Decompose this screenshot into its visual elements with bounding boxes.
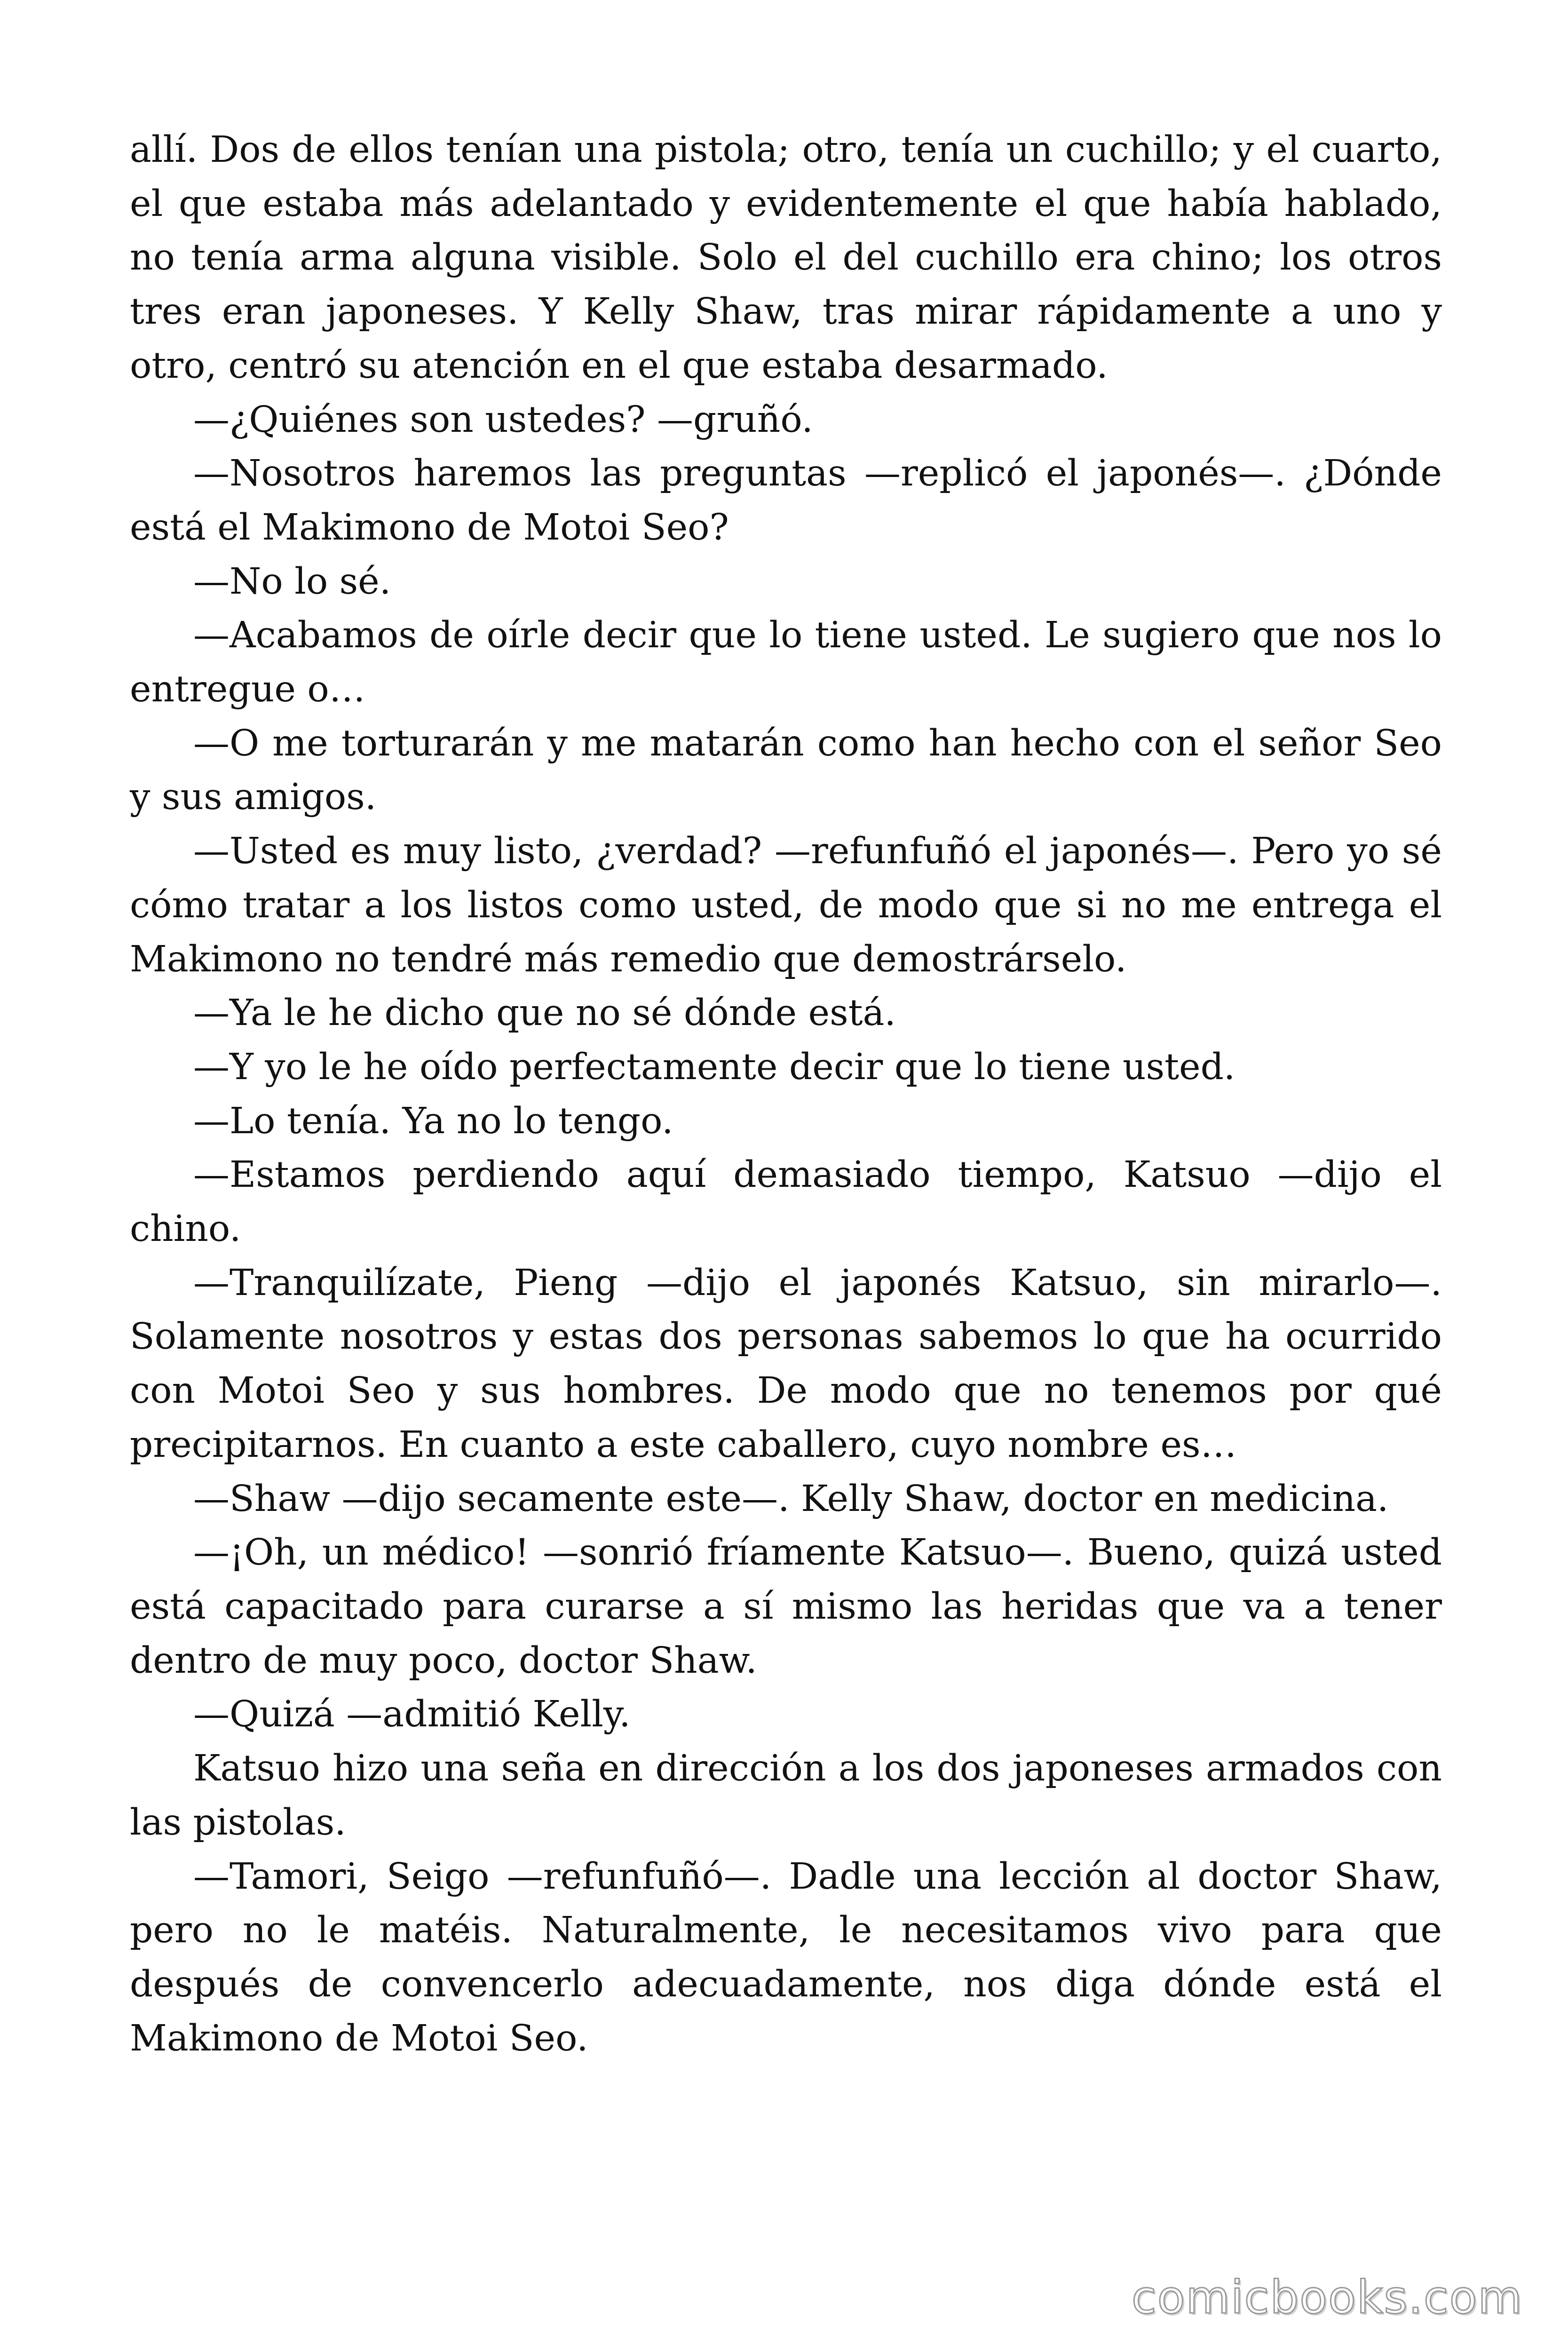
paragraph-dialogue: —¡Oh, un médico! —sonrió fríamente Katsuo—. Bueno, quizá usted está capacitado para curarse a sí mismo las heridas que va a tener dentro de muy poco, doctor Shaw. — [130, 1532, 1442, 1682]
paragraph-dialogue: —¿Quiénes son ustedes? —gruñó. — [193, 398, 813, 441]
paragraph-dialogue: —Y yo le he oído perfectamente decir que lo tiene usted. — [193, 1046, 1235, 1088]
paragraph-continuation: allí. Dos de ellos tenían una pistola; otro, tenía un cuchillo; y el cuarto, el que estaba más adelantado y evidentemente el que había hablado, no tenía arma alguna visible. Solo el del cuchillo era chino; los otros tres eran japoneses. Y Kelly Shaw, tras mirar rápidamente a uno y otro, centró su atención en el que estaba desarmado. — [130, 129, 1442, 387]
paragraph-dialogue: —Shaw —dijo secamente este—. Kelly Shaw, doctor en medicina. — [193, 1478, 1389, 1520]
paragraph-dialogue: —Usted es muy listo, ¿verdad? —refunfuñó el japonés—. Pero yo sé cómo tratar a los listos como usted, de modo que si no me entrega el Makimono no tendré más remedio que demostrárselo. — [130, 830, 1442, 980]
paragraph-dialogue: —Nosotros haremos las preguntas —replicó el japonés—. ¿Dónde está el Makimono de Motoi Seo? — [130, 453, 1442, 548]
watermark-logo: comicbooks.com — [1131, 2271, 1523, 2324]
body-text — [130, 123, 1442, 2066]
paragraph-dialogue: —Tranquilízate, Pieng —dijo el japonés Katsuo, sin mirarlo—. Solamente nosotros y estas dos personas sabemos lo que ha ocurrido con Motoi Seo y sus hombres. De modo que no tenemos por qué precipitarnos. En cuanto a este caballero, cuyo nombre es… — [130, 1262, 1442, 1466]
paragraph-dialogue: —Lo tenía. Ya no lo tengo. — [193, 1100, 673, 1142]
paragraph-dialogue: —Estamos perdiendo aquí demasiado tiempo, Katsuo —dijo el chino. — [130, 1154, 1442, 1250]
paragraph-narration: Katsuo hizo una seña en dirección a los dos japoneses armados con las pistolas. — [130, 1748, 1442, 1843]
paragraph-dialogue: —Ya le he dicho que no sé dónde está. — [193, 992, 896, 1034]
paragraph-dialogue: —Quizá —admitió Kelly. — [193, 1693, 631, 1736]
paragraph-dialogue: —Tamori, Seigo —refunfuñó—. Dadle una lección al doctor Shaw, pero no le matéis. Naturalmente, le necesitamos vivo para que después de convencerlo adecuadamente, nos diga dónde está el Makimono de Motoi Seo. — [130, 1855, 1442, 2059]
paragraph-dialogue: —No lo sé. — [193, 560, 391, 603]
paragraph-dialogue: —Acabamos de oírle decir que lo tiene usted. Le sugiero que nos lo entregue o… — [130, 614, 1442, 711]
paragraph-dialogue: —O me torturarán y me matarán como han hecho con el señor Seo y sus amigos. — [130, 722, 1442, 818]
